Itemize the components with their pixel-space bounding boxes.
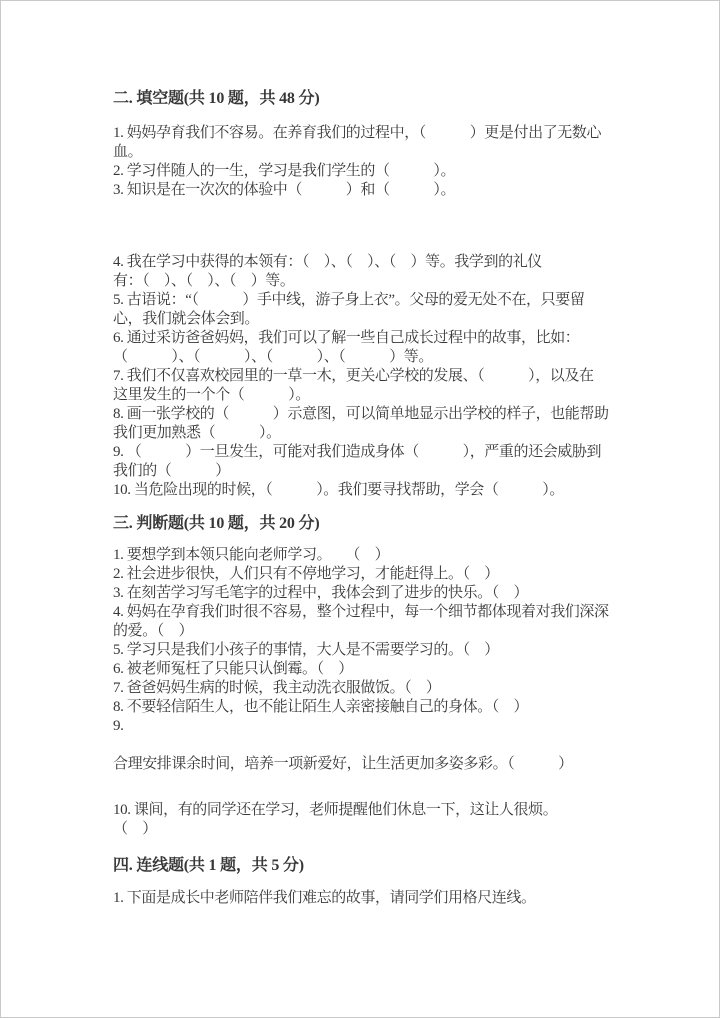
question-line: 4. 我在学习中获得的本领有：（ ）、（ ）、（ ）等。我学到的礼仪 (113, 254, 542, 270)
question-line: 2. 学习伴随人的一生，学习是我们学生的（ ）。 (113, 163, 456, 179)
question-line: 2. 社会进步很快，人们只有不停地学习，才能赶得上。（ ） (113, 566, 499, 582)
question-line: 7. 我们不仅喜欢校园里的一草一木，更关心学校的发展、（ ），以及在 (113, 368, 594, 384)
section-matching (113, 856, 689, 908)
question-line: 10. 课间，有的同学还在学习，老师提醒他们休息一下，这让人很烦。 (113, 802, 558, 818)
question-line: 心，我们就会体会到。 (113, 311, 260, 327)
question-line: 7. 爸爸妈妈生病的时候，我主动洗衣服做饭。（ ） (113, 680, 441, 696)
question-line: 9. （ ）一旦发生，可能对我们造成身体（ ），严重的还会威胁到 (113, 444, 602, 460)
question-line: 3. 知识是在一次次的体验中（ ）和（ ）。 (113, 182, 456, 198)
question-line: 3. 在刻苦学习写毛笔字的过程中，我体会到了进步的快乐。（ ） (113, 585, 529, 601)
section-heading-matching: 四. 连线题(共 1 题，共 5 分) (113, 857, 304, 874)
question-line: 我们的（ ） (113, 463, 230, 479)
question-line: 8. 画一张学校的（ ）示意图，可以简单地显示出学校的样子，也能帮助 (113, 406, 609, 422)
question-line: 8. 不要轻信陌生人，也不能让陌生人亲密接触自己的身体。（ ） (113, 699, 529, 715)
question-line: 10. 当危险出现的时候，（ ）。我们要寻找帮助，学会（ ）。 (113, 482, 565, 498)
question-line: 4. 妈妈在孕育我们时很不容易，整个过程中，每一个细节都体现着对我们深深 (113, 604, 609, 620)
question-line: 5. 古语说：“（ ）手中线，游子身上衣”。父母的爱无处不在，只要留 (113, 292, 585, 308)
question-line: 有：（ ）、（ ）、（ ）等。 (113, 273, 295, 289)
question-line: 这里发生的一个个（ ）。 (113, 387, 310, 403)
question-line: 9. (113, 718, 124, 734)
section-heading-true-false: 三. 判断题(共 10 题，共 20 分) (113, 515, 320, 532)
question-line: 合理安排课余时间，培养一项新爱好，让生活更加多姿多彩。（ ） (113, 756, 573, 772)
question-line: 我们更加熟悉（ ）。 (113, 425, 281, 441)
question-line: 6. 通过采访爸爸妈妈，我们可以了解一些自己成长过程中的故事，比如： (113, 330, 580, 346)
question-line: 5. 学习只是我们小孩子的事情，大人是不需要学习的。（ ） (113, 642, 499, 658)
question-line: （ ） (113, 821, 157, 837)
section-fill-in-the-blank (113, 89, 689, 500)
question-line: 1. 要想学到本领只能向老师学习。 （ ） (113, 547, 390, 563)
page-content (1, 1, 719, 908)
question-line: 的爱。（ ） (113, 623, 194, 639)
question-line: 血。 (113, 144, 143, 160)
question-line: 1. 妈妈孕育我们不容易。在养育我们的过程中，（ ）更是付出了无数心 (113, 125, 602, 141)
question-line: 6. 被老师冤枉了只能只认倒霉。（ ） (113, 661, 353, 677)
section-true-false (113, 514, 689, 839)
section-heading-fill-in-the-blank: 二. 填空题(共 10 题，共 48 分) (113, 90, 320, 107)
question-line: 1. 下面是成长中老师陪伴我们难忘的故事，请同学们用格尺连线。 (113, 890, 536, 906)
question-line: （ ）、（ ）、（ ）、（ ）等。 (113, 349, 434, 365)
